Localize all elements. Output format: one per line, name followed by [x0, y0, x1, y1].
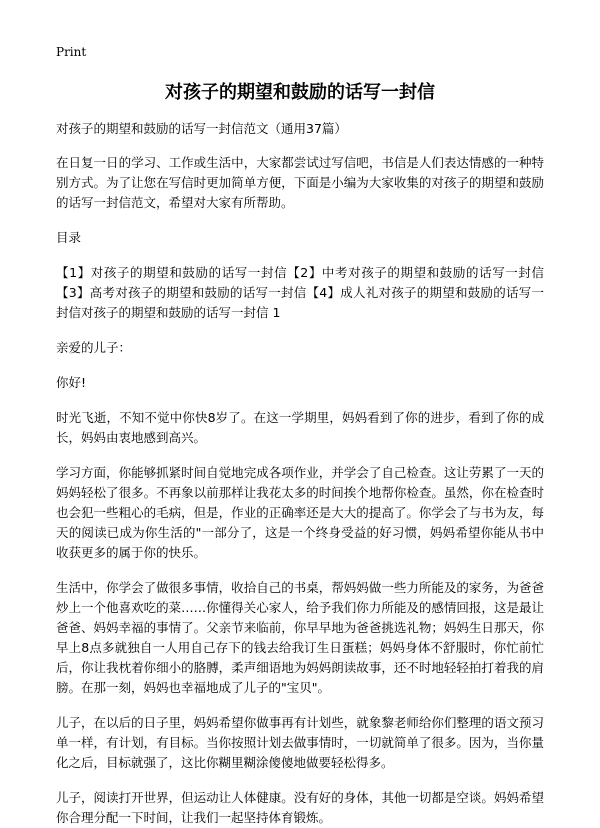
print-link[interactable]: Print — [56, 45, 87, 59]
intro-paragraph: 在日复一日的学习、工作或生活中，大家都尝试过写信吧，书信是人们表达情感的一种特别方式。为了让您在写信时更加简单方便，下面是小编为大家收集的对孩子的期望和鼓励的话写一封信范文，希望对大家有所帮助。 — [56, 155, 544, 210]
letter-salutation: 亲爱的儿子： — [56, 340, 132, 355]
letter-paragraph: 学习方面，你能够抓紧时间自觉地完成各项作业，并学会了自己检查。这让劳累了一天的妈妈轻松了很多。不再象以前那样让我花太多的时间挨个地帮你检查。虽然，你在检查时也会犯一些粗心的毛病，但是，作业的正确率还是大大的提高了。你学会了与书为友，每天的阅读已成为你生活的"一部分了，这是一个终身受益的好习惯，妈妈希望你能从书中收获更多的属于你的快乐。 — [56, 465, 544, 560]
toc-heading: 目录 — [56, 230, 82, 245]
letter-paragraph: 时光飞逝，不知不觉中你快8岁了。在这一学期里，妈妈看到了你的进步，看到了你的成长，妈妈由衷地感到高兴。 — [56, 410, 544, 445]
letter-paragraph: 生活中，你学会了做很多事情，收拾自己的书桌，帮妈妈做一些力所能及的家务，为爸爸炒上一个他喜欢吃的菜……你懂得关心家人，给予我们你力所能及的感情回报，这是最让爸爸、妈妈幸福的事情了。父亲节来临前，你早早地为爸爸挑选礼物；妈妈生日那天，你早上8点多就独自一人用自己存下的钱去给我订生日蛋糕；妈妈身体不舒服时，你忙前忙后，你让我枕着你细小的胳膊，柔声细语地为妈妈朗读故事，还不时地轻轻拍打着我的肩膀。在那一刻，妈妈也幸福地成了儿子的"宝贝"。 — [56, 580, 544, 695]
subtitle: 对孩子的期望和鼓励的话写一封信范文（通用37篇） — [56, 121, 347, 136]
toc-list: 【1】对孩子的期望和鼓励的话写一封信【2】中考对孩子的期望和鼓励的话写一封信【3】高考对孩子的期望和鼓励的话写一封信【4】成人礼对孩子的期望和鼓励的话写一封信对孩子的期望和鼓励的话写一封信 1 — [56, 265, 544, 320]
page-title: 对孩子的期望和鼓励的话写一封信 — [165, 82, 435, 103]
letter-greeting: 你好! — [56, 375, 87, 390]
letter-paragraph: 儿子，在以后的日子里，妈妈希望你做事再有计划些，就象黎老师给你们整理的语文预习单一样，有计划，有目标。当你按照计划去做事情时，一切就简单了很多。因为，当你量化之后，目标就强了，这比你糊里糊涂傻傻地做要轻松得多。 — [56, 715, 544, 770]
letter-paragraph: 儿子，阅读打开世界，但运动让人体健康。没有好的身体，其他一切都是空谈。妈妈希望你合理分配一下时间，让我们一起坚持体育锻炼。 — [56, 790, 544, 825]
